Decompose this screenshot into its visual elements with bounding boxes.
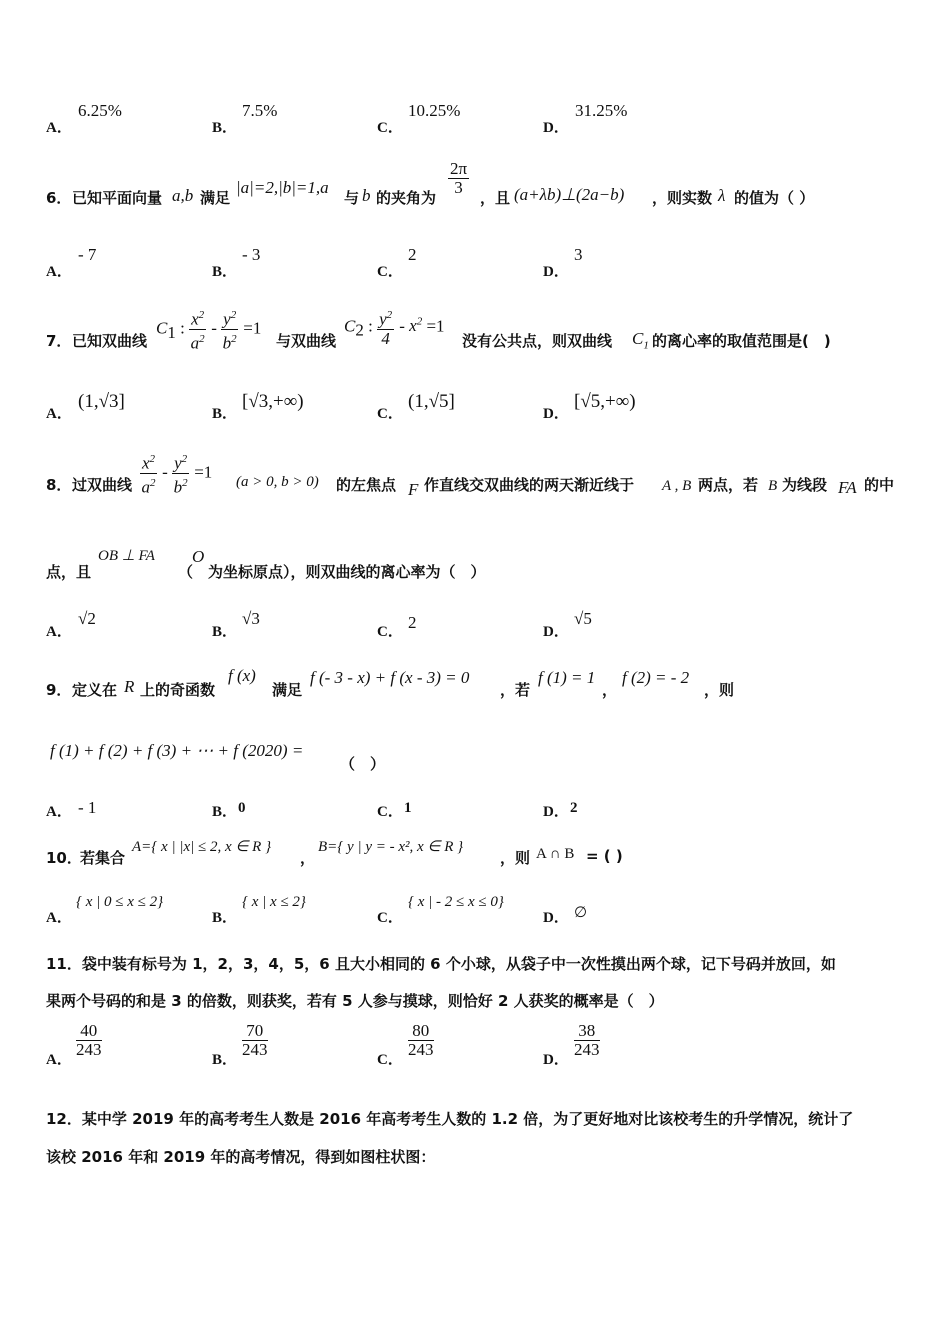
q9-option-a-label: A． [46, 804, 72, 820]
q9-R: R [124, 677, 135, 696]
q7-text-1: 已知双曲线 [72, 332, 148, 350]
q11-option-b-numerator: 70 [242, 1022, 268, 1041]
q9-number: 9． [46, 681, 72, 699]
q11-option-c-label: C． [377, 1052, 403, 1068]
q9-option-d-label: D． [543, 804, 569, 820]
q8-option-d: √5 [574, 609, 592, 628]
q7-c1-ref: $C_1$ [632, 329, 649, 352]
q6-condition-2: (a+λb)⊥(2a−b) [514, 185, 625, 204]
q11-option-a-numerator: 40 [76, 1022, 102, 1041]
q10-option-c: { x | - 2 ≤ x ≤ 0} [408, 894, 504, 910]
q7-text-2: 与双曲线 [276, 332, 337, 350]
q8-condition: (a > 0, b > 0) [236, 474, 319, 490]
q10-text-3: = ( ) [586, 847, 623, 865]
q11-option-d-label: D． [543, 1052, 569, 1068]
q8-text-1: 过双曲线 [72, 476, 133, 494]
q9-option-c-label: C． [377, 804, 403, 820]
q8-text-4: 两点，若 [698, 476, 759, 494]
q12-line-2: 该校 2016 年和 2019 年的高考情况，得到如图柱状图： [46, 1148, 436, 1166]
q10-text-1: 若集合 [80, 849, 126, 867]
q7-number: 7． [46, 332, 72, 350]
q10-option-a: { x | 0 ≤ x ≤ 2} [76, 894, 164, 910]
q11-option-d-denominator: 243 [574, 1040, 600, 1059]
q7-c1-symbol: C [156, 318, 168, 338]
q10-intersection: A ∩ B [536, 846, 575, 862]
q9-f2: f (2) = - 2 [622, 668, 690, 687]
q8-F: F [408, 480, 419, 499]
q9-text-4: ，若 [500, 681, 531, 699]
q11-option-d-numerator: 38 [574, 1022, 600, 1041]
q8-O: O [192, 547, 205, 566]
q8-text-6: 的中 [864, 476, 895, 494]
q8-line2-text-2: （ [178, 563, 194, 581]
q9-text-6: ，则 [704, 681, 735, 699]
q9-sum: f (1) + f (2) + f (3) + ⋯ + f (2020) = [50, 741, 304, 760]
q9-option-b-label: B． [212, 804, 238, 820]
q9-option-d: 2 [570, 800, 578, 816]
q8-number: 8． [46, 476, 72, 494]
q9-text-3: 满足 [272, 681, 303, 699]
q5-option-c-label: C． [377, 120, 403, 136]
q7-curve-1-equation: $C_1$ : $\frac{x^2}{a^2}$ - $\frac{y^2}{b^2}$ =1 [156, 306, 261, 352]
q9-option-c: 1 [404, 800, 412, 816]
q7-text-3: 没有公共点，则双曲线 [462, 332, 613, 350]
q8-option-c-label: C． [377, 624, 403, 640]
q6-option-a: - 7 [78, 245, 97, 264]
q6-option-d-label: D． [543, 264, 569, 280]
q6-vectors: a,b [172, 186, 194, 205]
q10-comma: ， [300, 849, 316, 867]
q5-option-a-label: A． [46, 120, 72, 136]
q9-text-2: 上的奇函数 [140, 681, 216, 699]
q8-text-2: 的左焦点 [336, 476, 397, 494]
q11-option-c-fraction [408, 1022, 434, 1059]
q10-option-b: { x | x ≤ 2} [242, 894, 306, 910]
q6-lambda: λ [718, 186, 726, 205]
q7-c1-ref-symbol: C [632, 329, 644, 348]
q8-AB: A , B [662, 478, 692, 494]
q9-equation: f (- 3 - x) + f (x - 3) = 0 [310, 668, 470, 687]
q11-line-1: 11．袋中装有标号为 1，2，3，4，5，6 且大小相同的 6 个小球，从袋子中一次性摸出两个球，记下号码并放回，如 [46, 955, 836, 973]
q6-option-d: 3 [574, 245, 583, 264]
q9-option-b: 0 [238, 800, 246, 816]
q8-hyperbola-equation: $\frac{x^2}{a^2}$ - $\frac{y^2}{b^2}$ =1 [140, 450, 212, 496]
q8-option-a: √2 [78, 609, 96, 628]
q7-option-d: [√5,+∞) [574, 391, 636, 412]
q6-option-b: - 3 [242, 245, 261, 264]
q10-set-a: A={ x | |x| ≤ 2, x ∈ R } [132, 839, 272, 855]
q11-option-d-fraction [574, 1022, 600, 1059]
q10-text-2: ，则 [500, 849, 531, 867]
q8-option-c: 2 [408, 613, 417, 632]
q6-angle-numerator: 2π [450, 159, 468, 178]
q10-option-b-label: B． [212, 910, 238, 926]
q7-option-a: (1,√3] [78, 391, 125, 412]
q6-number: 6． [46, 189, 72, 207]
q8-option-d-label: D． [543, 624, 569, 640]
q6-option-c-label: C． [377, 264, 403, 280]
q11-option-a-label: A． [46, 1052, 72, 1068]
q7-option-d-label: D． [543, 406, 569, 422]
q6-option-c: 2 [408, 245, 417, 264]
q5-option-d-label: D． [543, 120, 569, 136]
q10-option-d: ∅ [574, 905, 588, 921]
q11-option-b-denominator: 243 [242, 1040, 268, 1059]
q5-option-b: 7.5% [242, 101, 278, 120]
q8-line2-text-3: 为坐标原点），则双曲线的离心率为（ ） [208, 563, 486, 581]
q8-option-b-label: B． [212, 624, 238, 640]
q11-option-b-fraction [242, 1022, 268, 1059]
q6-option-a-label: A． [46, 264, 72, 280]
q7-option-c-label: C． [377, 406, 403, 422]
q7-c2-symbol: C [344, 316, 356, 336]
q9-f1: f (1) = 1 [538, 668, 596, 687]
q8-option-a-label: A． [46, 624, 72, 640]
q5-option-a: 6.25% [78, 101, 122, 120]
q9-text-1: 定义在 [72, 681, 118, 699]
q7-text-4: 的离心率的取值范围是( ) [652, 332, 831, 350]
q7-option-b-label: B． [212, 406, 238, 422]
q10-set-b: B={ y | y = - x², x ∈ R } [318, 839, 464, 855]
q11-option-b-label: B． [212, 1052, 238, 1068]
q8-line2-text-1: 点，且 [46, 563, 92, 581]
q6-b: b [362, 186, 371, 205]
q7-fraction-x2a2: $\frac{x^2}{a^2}$ [189, 306, 206, 352]
q5-option-c: 10.25% [408, 101, 461, 120]
q11-option-a-fraction [76, 1022, 102, 1059]
q7-fraction-y2b2: $\frac{y^2}{b^2}$ [221, 306, 238, 352]
q10-option-d-label: D． [543, 910, 569, 926]
q9-text-7: （ ） [340, 755, 386, 773]
q6-text-1: 已知平面向量 [72, 189, 163, 207]
q6-text-5: ，且 [480, 189, 511, 207]
q8-perpendicular: OB ⊥ FA [98, 548, 155, 564]
q6-text-3: 与 [344, 189, 360, 207]
q9-fx: f (x) [228, 666, 256, 685]
q7-fraction-y24: $\frac{y^2}{4}$ [377, 306, 394, 348]
q10-option-a-label: A． [46, 910, 72, 926]
q6-option-b-label: B． [212, 264, 238, 280]
q6-text-2: 满足 [200, 189, 231, 207]
q6-condition: |a|=2,|b|=1,a [236, 178, 329, 197]
q8-option-b: √3 [242, 609, 260, 628]
q6-angle-denominator: 3 [454, 178, 463, 197]
q6-text-6: ，则实数 [652, 189, 713, 207]
q7-option-c: (1,√5] [408, 391, 455, 412]
q6-text-4: 的夹角为 [376, 189, 437, 207]
q11-option-c-denominator: 243 [408, 1040, 434, 1059]
q8-B: B [768, 478, 778, 494]
q6-angle-fraction [448, 160, 469, 197]
q11-line-2: 果两个号码的和是 3 的倍数，则获奖，若有 5 人参与摸球，则恰好 2 人获奖的概率是（ ） [46, 992, 664, 1010]
q7-option-a-label: A． [46, 406, 72, 422]
q8-text-3: 作直线交双曲线的两天渐近线于 [424, 476, 635, 494]
q11-option-c-numerator: 80 [408, 1022, 434, 1041]
q7-curve-2-equation: $C_2$ : $\frac{y^2}{4}$ - $x^2 =1$ [344, 306, 445, 348]
q11-option-a-denominator: 243 [76, 1040, 102, 1059]
q8-FA: FA [838, 478, 857, 497]
q8-text-5: 为线段 [782, 476, 828, 494]
q12-line-1: 12．某中学 2019 年的高考考生人数是 2016 年高考考生人数的 1.2 倍，为了更好地对比该校考生的升学情况，统计了 [46, 1110, 854, 1128]
q10-number: 10． [46, 849, 82, 867]
q9-option-a: - 1 [78, 798, 97, 817]
q10-option-c-label: C． [377, 910, 403, 926]
q5-option-b-label: B． [212, 120, 238, 136]
q9-text-5: ， [602, 681, 618, 699]
q7-option-b: [√3,+∞) [242, 391, 304, 412]
q6-text-7: 的值为（ ） [734, 189, 815, 207]
q5-option-d: 31.25% [575, 101, 628, 120]
